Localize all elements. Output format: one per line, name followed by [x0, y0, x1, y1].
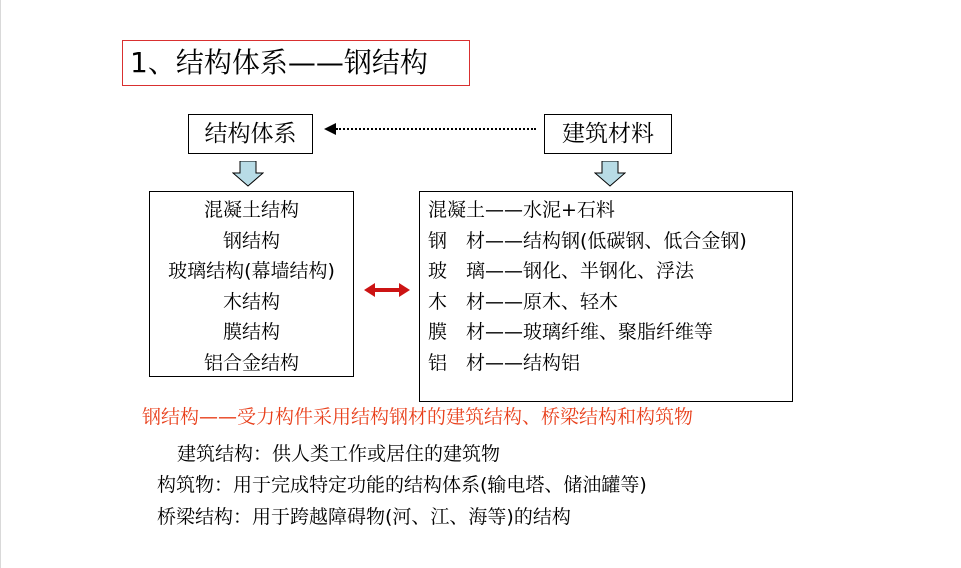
list-item: 钢 材——结构钢(低碳钢、低合金钢) — [428, 229, 747, 252]
list-item: 钢结构 — [222, 229, 280, 252]
list-item: 玻 璃——钢化、半钢化、浮法 — [428, 260, 695, 282]
explanation-line: 建筑结构：供人类工作或居住的建筑物 — [177, 443, 501, 465]
list-item: 膜结构 — [222, 321, 280, 343]
explanation-line: 桥梁结构：用于跨越障碍物(河、江、海等)的结构 — [157, 506, 571, 528]
dotted-arrow-line — [336, 128, 536, 130]
list-item: 铝合金结构 — [203, 351, 299, 374]
down-arrow-icon — [594, 161, 626, 187]
structure-types-box — [149, 191, 354, 377]
list-item: 混凝土结构 — [203, 199, 299, 221]
dotted-arrow-head-icon — [324, 123, 336, 135]
down-arrow-icon — [232, 161, 264, 187]
list-item: 玻璃结构(幕墙结构) — [168, 260, 335, 282]
slide-left-edge — [0, 0, 1, 568]
list-item: 混凝土——水泥+石料 — [428, 199, 615, 221]
list-item: 木 材——原木、轻木 — [428, 290, 619, 313]
building-material-label: 建筑材料 — [544, 114, 672, 154]
explanation-line: 构筑物：用于完成特定功能的结构体系(输电塔、储油罐等) — [157, 474, 647, 496]
steel-structure-definition: 钢结构——受力构件采用结构钢材的建筑结构、桥梁结构和构筑物 — [142, 406, 694, 428]
list-item: 膜 材——玻璃纤维、聚脂纤维等 — [428, 321, 714, 343]
materials-box — [419, 191, 793, 402]
structure-system-label: 结构体系 — [188, 114, 313, 154]
list-item: 铝 材——结构铝 — [428, 351, 581, 374]
page-title: 1、结构体系——钢结构 — [122, 40, 470, 86]
list-item: 木结构 — [222, 290, 280, 313]
double-arrow-icon — [364, 282, 410, 298]
